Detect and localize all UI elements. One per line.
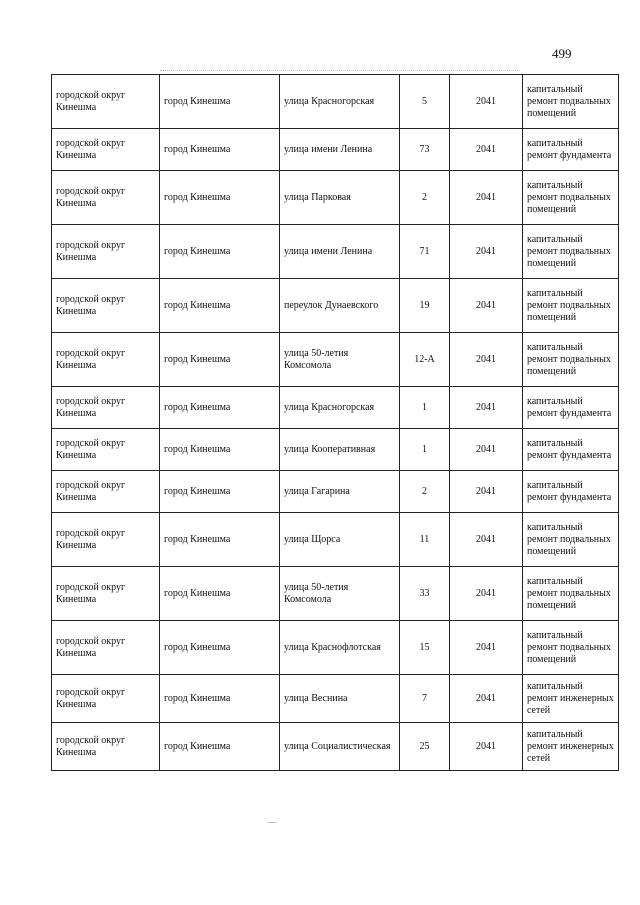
street-cell: улица Красногорская: [280, 387, 400, 429]
okrug-cell: городской округ Кинешма: [52, 279, 160, 333]
work-type-cell: капитальный ремонт фундамента: [523, 129, 619, 171]
scan-artifact-mark: [268, 822, 276, 823]
street-cell: улица Веснина: [280, 675, 400, 723]
city-cell: город Кинешма: [160, 471, 280, 513]
okrug-cell: городской округ Кинешма: [52, 171, 160, 225]
year-cell: 2041: [450, 675, 523, 723]
house-number-cell: 12-А: [400, 333, 450, 387]
year-cell: 2041: [450, 75, 523, 129]
street-cell: улица Красногорская: [280, 75, 400, 129]
city-cell: город Кинешма: [160, 279, 280, 333]
house-number-cell: 2: [400, 171, 450, 225]
street-cell: улица 50-летия Комсомола: [280, 567, 400, 621]
year-cell: 2041: [450, 429, 523, 471]
okrug-cell: городской округ Кинешма: [52, 333, 160, 387]
registry-table: [51, 74, 619, 771]
table-row: [52, 471, 619, 513]
street-cell: улица Щорса: [280, 513, 400, 567]
house-number-cell: 1: [400, 387, 450, 429]
city-cell: город Кинешма: [160, 429, 280, 471]
table-row: [52, 225, 619, 279]
year-cell: 2041: [450, 279, 523, 333]
page-number: 499: [552, 46, 572, 61]
house-number-cell: 5: [400, 75, 450, 129]
table-row: [52, 567, 619, 621]
work-type-cell: капитальный ремонт фундамента: [523, 387, 619, 429]
work-type-cell: капитальный ремонт подвальных помещений: [523, 279, 619, 333]
table-row: [52, 129, 619, 171]
year-cell: 2041: [450, 171, 523, 225]
work-type-cell: капитальный ремонт подвальных помещений: [523, 621, 619, 675]
street-cell: улица Краснофлотская: [280, 621, 400, 675]
house-number-cell: 71: [400, 225, 450, 279]
table-row: [52, 387, 619, 429]
okrug-cell: городской округ Кинешма: [52, 75, 160, 129]
city-cell: город Кинешма: [160, 621, 280, 675]
year-cell: 2041: [450, 225, 523, 279]
street-cell: улица 50-летия Комсомола: [280, 333, 400, 387]
house-number-cell: 11: [400, 513, 450, 567]
okrug-cell: городской округ Кинешма: [52, 621, 160, 675]
okrug-cell: городской округ Кинешма: [52, 567, 160, 621]
city-cell: город Кинешма: [160, 675, 280, 723]
city-cell: город Кинешма: [160, 723, 280, 771]
okrug-cell: городской округ Кинешма: [52, 225, 160, 279]
table-row: [52, 171, 619, 225]
street-cell: улица имени Ленина: [280, 225, 400, 279]
registry-table-body: [52, 75, 619, 771]
street-cell: улица Социалистическая: [280, 723, 400, 771]
house-number-cell: 19: [400, 279, 450, 333]
okrug-cell: городской округ Кинешма: [52, 513, 160, 567]
city-cell: город Кинешма: [160, 171, 280, 225]
work-type-cell: капитальный ремонт фундамента: [523, 429, 619, 471]
okrug-cell: городской округ Кинешма: [52, 471, 160, 513]
table-row: [52, 723, 619, 771]
street-cell: улица Парковая: [280, 171, 400, 225]
okrug-cell: городской округ Кинешма: [52, 129, 160, 171]
okrug-cell: городской округ Кинешма: [52, 723, 160, 771]
okrug-cell: городской округ Кинешма: [52, 429, 160, 471]
okrug-cell: городской округ Кинешма: [52, 675, 160, 723]
year-cell: 2041: [450, 723, 523, 771]
work-type-cell: капитальный ремонт подвальных помещений: [523, 171, 619, 225]
city-cell: город Кинешма: [160, 387, 280, 429]
city-cell: город Кинешма: [160, 225, 280, 279]
city-cell: город Кинешма: [160, 513, 280, 567]
year-cell: 2041: [450, 567, 523, 621]
street-cell: улица Гагарина: [280, 471, 400, 513]
city-cell: город Кинешма: [160, 129, 280, 171]
work-type-cell: капитальный ремонт подвальных помещений: [523, 567, 619, 621]
work-type-cell: капитальный ремонт инженерных сетей: [523, 675, 619, 723]
house-number-cell: 33: [400, 567, 450, 621]
work-type-cell: капитальный ремонт подвальных помещений: [523, 333, 619, 387]
okrug-cell: городской округ Кинешма: [52, 387, 160, 429]
city-cell: город Кинешма: [160, 567, 280, 621]
house-number-cell: 15: [400, 621, 450, 675]
table-row: [52, 621, 619, 675]
work-type-cell: капитальный ремонт подвальных помещений: [523, 513, 619, 567]
year-cell: 2041: [450, 621, 523, 675]
street-cell: переулок Дунаевского: [280, 279, 400, 333]
table-row: [52, 333, 619, 387]
house-number-cell: 7: [400, 675, 450, 723]
city-cell: город Кинешма: [160, 75, 280, 129]
year-cell: 2041: [450, 387, 523, 429]
house-number-cell: 25: [400, 723, 450, 771]
table-row: [52, 513, 619, 567]
year-cell: 2041: [450, 471, 523, 513]
house-number-cell: 1: [400, 429, 450, 471]
house-number-cell: 2: [400, 471, 450, 513]
table-row: [52, 675, 619, 723]
street-cell: улица имени Ленина: [280, 129, 400, 171]
table-row: [52, 429, 619, 471]
table-row: [52, 279, 619, 333]
work-type-cell: капитальный ремонт инженерных сетей: [523, 723, 619, 771]
scan-artifact-line: [160, 70, 520, 72]
house-number-cell: 73: [400, 129, 450, 171]
year-cell: 2041: [450, 513, 523, 567]
work-type-cell: капитальный ремонт фундамента: [523, 471, 619, 513]
work-type-cell: капитальный ремонт подвальных помещений: [523, 225, 619, 279]
year-cell: 2041: [450, 129, 523, 171]
year-cell: 2041: [450, 333, 523, 387]
table-row: [52, 75, 619, 129]
work-type-cell: капитальный ремонт подвальных помещений: [523, 75, 619, 129]
city-cell: город Кинешма: [160, 333, 280, 387]
street-cell: улица Кооперативная: [280, 429, 400, 471]
